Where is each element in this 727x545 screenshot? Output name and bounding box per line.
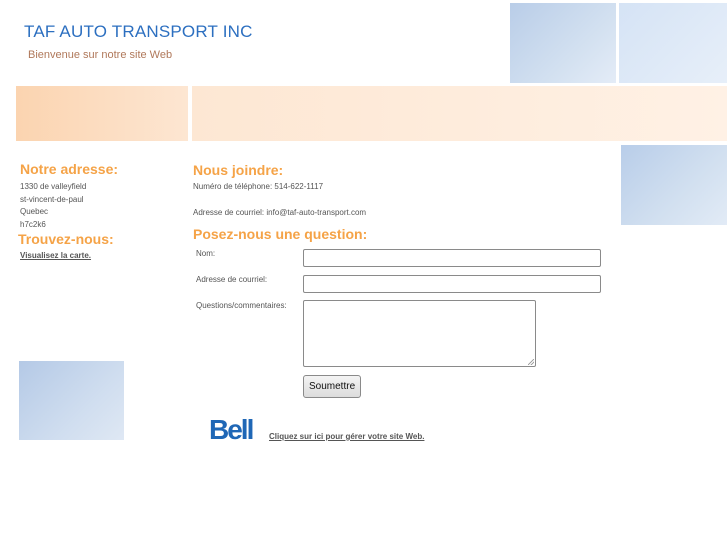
email-input[interactable] xyxy=(303,275,601,293)
resize-handle-icon[interactable] xyxy=(528,359,534,365)
find-us-heading: Trouvez-nous: xyxy=(18,231,114,247)
phone-number: Numéro de téléphone: 514-622-1117 xyxy=(193,182,324,191)
decorative-square xyxy=(19,361,124,440)
submit-button[interactable]: Soumettre xyxy=(303,375,361,398)
questions-label: Questions/commentaires: xyxy=(196,301,287,310)
name-input[interactable] xyxy=(303,249,601,267)
manage-site-link[interactable]: Cliquez sur ici pour gérer votre site Web. xyxy=(269,432,425,441)
decorative-square xyxy=(621,145,727,225)
question-form-heading: Posez-nous une question: xyxy=(193,226,368,242)
view-map-link[interactable]: Visualisez la carte. xyxy=(20,251,92,260)
name-label: Nom: xyxy=(196,249,216,258)
decorative-band xyxy=(192,86,727,141)
email-label: Adresse de courriel: xyxy=(196,275,268,284)
address-line: st-vincent-de-paul xyxy=(20,194,84,204)
decorative-square xyxy=(510,3,616,83)
contact-heading: Nous joindre: xyxy=(193,162,284,178)
site-subtitle: Bienvenue sur notre site Web xyxy=(28,49,173,61)
site-title: TAF AUTO TRANSPORT INC xyxy=(24,22,253,41)
address-line: Quebec xyxy=(20,207,49,216)
address-line: 1330 de valleyfield xyxy=(20,182,87,191)
address-line: h7c2k6 xyxy=(20,219,46,229)
address-heading: Notre adresse: xyxy=(20,161,119,177)
address-block xyxy=(20,181,86,231)
email-address: Adresse de courriel: info@taf-auto-transport.com xyxy=(193,208,367,217)
bell-logo[interactable]: Bell xyxy=(209,414,253,445)
decorative-square xyxy=(619,3,727,83)
questions-textarea[interactable] xyxy=(303,300,536,367)
decorative-band xyxy=(16,86,188,141)
